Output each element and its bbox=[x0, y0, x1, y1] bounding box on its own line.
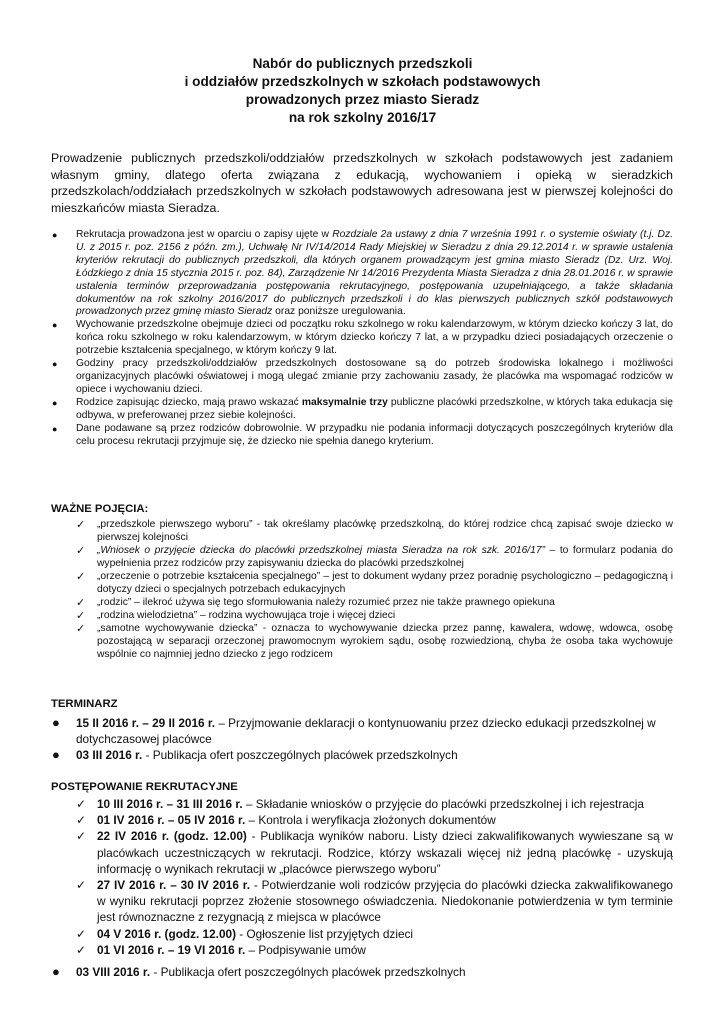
procedure-heading: POSTĘPOWANIE REKRUTACYJNE bbox=[51, 781, 238, 793]
procedure-date: 04 V 2016 r. (godz. 12.00) bbox=[97, 926, 237, 941]
rule-item bbox=[51, 423, 673, 449]
rule-text: Dane podawane są przez rodziców dobrowolnie. W przypadku nie podania informacji dotyczących poszczególnych kryteriów dla celu procesu rekrutacji przyjmuje się, że dziecko nie spełnia danego kryterium. bbox=[76, 422, 673, 447]
checkmark-icon: ✓ bbox=[76, 926, 87, 941]
checkmark-icon: ✓ bbox=[76, 797, 87, 811]
checkmark-icon: ✓ bbox=[76, 622, 86, 635]
bullet-icon: ● bbox=[52, 359, 58, 370]
concept-text: „orzeczenie o potrzebie kształcenia specjalnego” – jest to dokument wydany przez poradnię psychologiczno – pedagogiczną i dotyczy dzieci o specjalnych potrzebach edukacyjnych bbox=[97, 570, 673, 595]
concepts-heading: WAŻNE POJĘCIA: bbox=[51, 503, 149, 515]
procedure-item bbox=[76, 877, 673, 926]
final-text: - Publikacja ofert poszczególnych placówek przedszkolnych bbox=[150, 965, 466, 979]
rule-text: publiczne placówki przedszkolne, w których taka edukacja się odbywa, w preferowanej przez siebie kolejności. bbox=[76, 396, 673, 421]
procedure-item bbox=[76, 942, 673, 958]
concept-text: „samotne wychowywanie dziecka” - oznacza to wychowywanie dziecka przez pannę, kawalera, wdowę, wdowca, osobę pozostającą w separacji orzeczonej prawomocnym wyrokiem sądu, osobę rozwiedzioną, chyba że osoba taka wychowuje wspólnie co najmniej jedno dziecko z jego rodzicem bbox=[97, 622, 673, 660]
procedure-date: 01 IV 2016 r. – 05 IV 2016 r. bbox=[97, 813, 246, 828]
bullet-icon: ● bbox=[52, 423, 58, 434]
concepts-list bbox=[76, 519, 673, 661]
concept-text: „rodzina wielodzietna” – rodzina wychowująca troje i więcej dzieci bbox=[97, 609, 396, 621]
term-item bbox=[51, 747, 673, 763]
final-item bbox=[51, 964, 673, 980]
procedure-item bbox=[76, 926, 673, 942]
checkmark-icon: ✓ bbox=[76, 609, 86, 622]
procedure-text: - Publikacja wyników naboru. Listy dzieci zakwalifikowanych wywieszane są w placówkach uczestniczących w rekrutacji. Rodzice, którzy wskazali więcej niż jedną placówkę - uzyskują informację o wynikach rekrutacji w „placówce pierwszego wyboru” bbox=[97, 829, 673, 876]
procedure-text: - Ogłoszenie list przyjętych dzieci bbox=[236, 926, 414, 941]
bullet-icon: ● bbox=[52, 397, 58, 408]
terms-list bbox=[51, 715, 673, 763]
procedure-date: 27 IV 2016 r. – 30 IV 2016 r. bbox=[97, 878, 250, 893]
concept-item bbox=[76, 545, 673, 571]
title-line: na rok szkolny 2016/17 bbox=[288, 110, 437, 125]
intro-paragraph: Prowadzenie publicznych przedszkoli/oddziałów przedszkolnych w szkołach podstawowych jest zadaniem własnym gminy, dlatego oferta związana z edukacją, wychowaniem i opieką w sieradzkich przedszkolach/oddziałach przedszkolnych w szkołach podstawowych adresowana jest w pierwszej kolejności do mieszkańców miasta Sieradza. bbox=[51, 151, 673, 215]
bullet-icon: ● bbox=[52, 715, 60, 730]
checkmark-icon: ✓ bbox=[76, 596, 86, 609]
title-line: i oddziałów przedszkolnych w szkołach podstawowych bbox=[184, 74, 541, 89]
bullet-icon: ● bbox=[52, 320, 58, 331]
rule-emphasis: maksymalnie trzy bbox=[301, 396, 388, 408]
document-title bbox=[0, 55, 725, 127]
bullet-icon: ● bbox=[52, 964, 60, 979]
concept-item bbox=[76, 597, 673, 610]
term-date: 03 III 2016 r. bbox=[76, 748, 143, 762]
procedure-date: 22 IV 2016 r. (godz. 12.00) bbox=[97, 829, 247, 844]
terms-heading: TERMINARZ bbox=[51, 698, 118, 710]
title-line: Nabór do publicznych przedszkoli bbox=[252, 56, 473, 71]
rule-text: Rodzice zapisując dziecko, mają prawo wskazać bbox=[76, 396, 302, 408]
concept-text: „przedszkole pierwszego wyboru” - tak określamy placówkę przedszkolną, do której rodzice chcą zapisać swoje dziecko w pierwszej kolejności bbox=[97, 519, 673, 543]
procedure-item bbox=[76, 812, 673, 828]
rule-text: Rekrutacja prowadzona jest w oparciu o zapisy ujęte w bbox=[76, 229, 333, 240]
bullet-icon: ● bbox=[52, 230, 58, 240]
term-text: – Przyjmowanie deklaracji o kontynuowaniu przez dziecko edukacji przedszkolnej w dotychczasowej placówce bbox=[76, 716, 656, 746]
checkmark-icon: ✓ bbox=[76, 878, 87, 893]
procedure-item bbox=[76, 828, 673, 877]
rule-text: oraz poniższe uregulowania. bbox=[272, 306, 406, 318]
rule-text: Godziny pracy przedszkoli/oddziałów przedszkolnych dostosowane są do potrzeb środowiska lokalnego i możliwości organizacyjnych placówki oświatowej i mogą ulegać zmianie przy zachowaniu zasady, że placówka ma wspomagać rodziców w opiece i wychowaniu dzieci. bbox=[76, 358, 673, 395]
concept-text: „rodzic” – ilekroć używa się tego sformułowania należy rozumieć przez nie także prawnego opiekuna bbox=[97, 596, 555, 608]
checkmark-icon: ✓ bbox=[76, 544, 86, 557]
procedure-text: – Podpisywanie umów bbox=[245, 942, 366, 957]
procedure-list bbox=[76, 796, 673, 958]
final-list bbox=[51, 964, 673, 980]
procedure-text: – Składanie wniosków o przyjęcie do placówki przedszkolnej i ich rejestracja bbox=[242, 797, 644, 811]
rule-item bbox=[51, 319, 673, 358]
concept-form-name: „Wniosek o przyjęcie dziecka do placówki przedszkolnej miasta Sieradza na rok szk. 2016/17” bbox=[97, 544, 546, 556]
concept-item bbox=[76, 610, 673, 623]
procedure-date: 01 VI 2016 r. – 19 VI 2016 r. bbox=[97, 942, 246, 957]
rule-item bbox=[51, 358, 673, 397]
checkmark-icon: ✓ bbox=[76, 570, 86, 583]
rule-item bbox=[51, 397, 673, 423]
bullet-icon: ● bbox=[52, 747, 60, 762]
procedure-date: 10 III 2016 r. – 31 III 2016 r. bbox=[97, 797, 243, 811]
procedure-text: - Potwierdzanie woli rodziców przyjęcia do placówki dziecka zakwalifikowanego w wyniku rekrutacji poprzez złożenie stosownego oświadczenia. Niedokonanie potwierdzenia w tym terminie jest równoznaczne z rezygnacją z miejsca w placówce bbox=[97, 878, 673, 925]
title-line: prowadzonych przez miasto Sieradz bbox=[245, 92, 480, 107]
rule-item bbox=[51, 229, 673, 319]
concept-item bbox=[76, 571, 673, 597]
term-date: 15 II 2016 r. – 29 II 2016 r. bbox=[76, 716, 216, 730]
rules-list bbox=[51, 229, 673, 448]
rule-legal-reference: Rozdziale 2a ustawy z dnia 7 września 1991 r. o systemie oświaty (t.j. Dz. U. z 2015 r. poz. 2156 z późn. zm.), Uchwałę Nr IV/14/2014 Rady Miejskiej w Sieradzu z dnia 29.12.2014 r. w sprawie ustalenia kryteriów rekrutacji do publicznych przedszkoli, dla których organem prowadzącym jest gmina miasto Sieradz (Dz. Urz. Woj. Łódzkiego z dnia 15 stycznia 2015 r. poz. 84), Zarządzenie Nr 14/2016 Prezydenta Miasta Sieradza z dnia 28.01.2016 r. w sprawie ustalenia terminów przeprowadzania postępowania rekrutacyjnego, postępowania uzupełniającego, a także składania dokumentów na rok szkolny 2016/2017 do publicznych przedszkoli i do klas pierwszych publicznych szkół podstawowych prowadzonych przez gminę miasto Sieradz bbox=[76, 229, 673, 318]
checkmark-icon: ✓ bbox=[76, 829, 87, 844]
concept-text: – to formularz podania do wypełnienia przez rodziców przy zapisywaniu dziecka do placówki przedszkolnej bbox=[97, 544, 673, 569]
final-date: 03 VIII 2016 r. bbox=[76, 965, 151, 979]
checkmark-icon: ✓ bbox=[76, 519, 86, 531]
checkmark-icon: ✓ bbox=[76, 942, 87, 957]
procedure-item bbox=[76, 796, 673, 812]
term-text: - Publikacja ofert poszczególnych placówek przedszkolnych bbox=[142, 748, 458, 762]
checkmark-icon: ✓ bbox=[76, 813, 87, 828]
term-item bbox=[51, 715, 673, 747]
procedure-text: – Kontrola i weryfikacja złożonych dokumentów bbox=[245, 813, 496, 828]
rule-text: Wychowanie przedszkolne obejmuje dzieci od początku roku szkolnego w roku kalendarzowym, w którym dziecko kończy 3 lat, do końca roku szkolnego w roku kalendarzowym, w którym dziecko kończy 7 lat, a w przypadku dzieci posiadających orzeczenie o potrzebie kształcenia specjalnego, w którym kończy 9 lat. bbox=[76, 319, 673, 357]
concept-item bbox=[76, 623, 673, 662]
concept-item bbox=[76, 519, 673, 545]
